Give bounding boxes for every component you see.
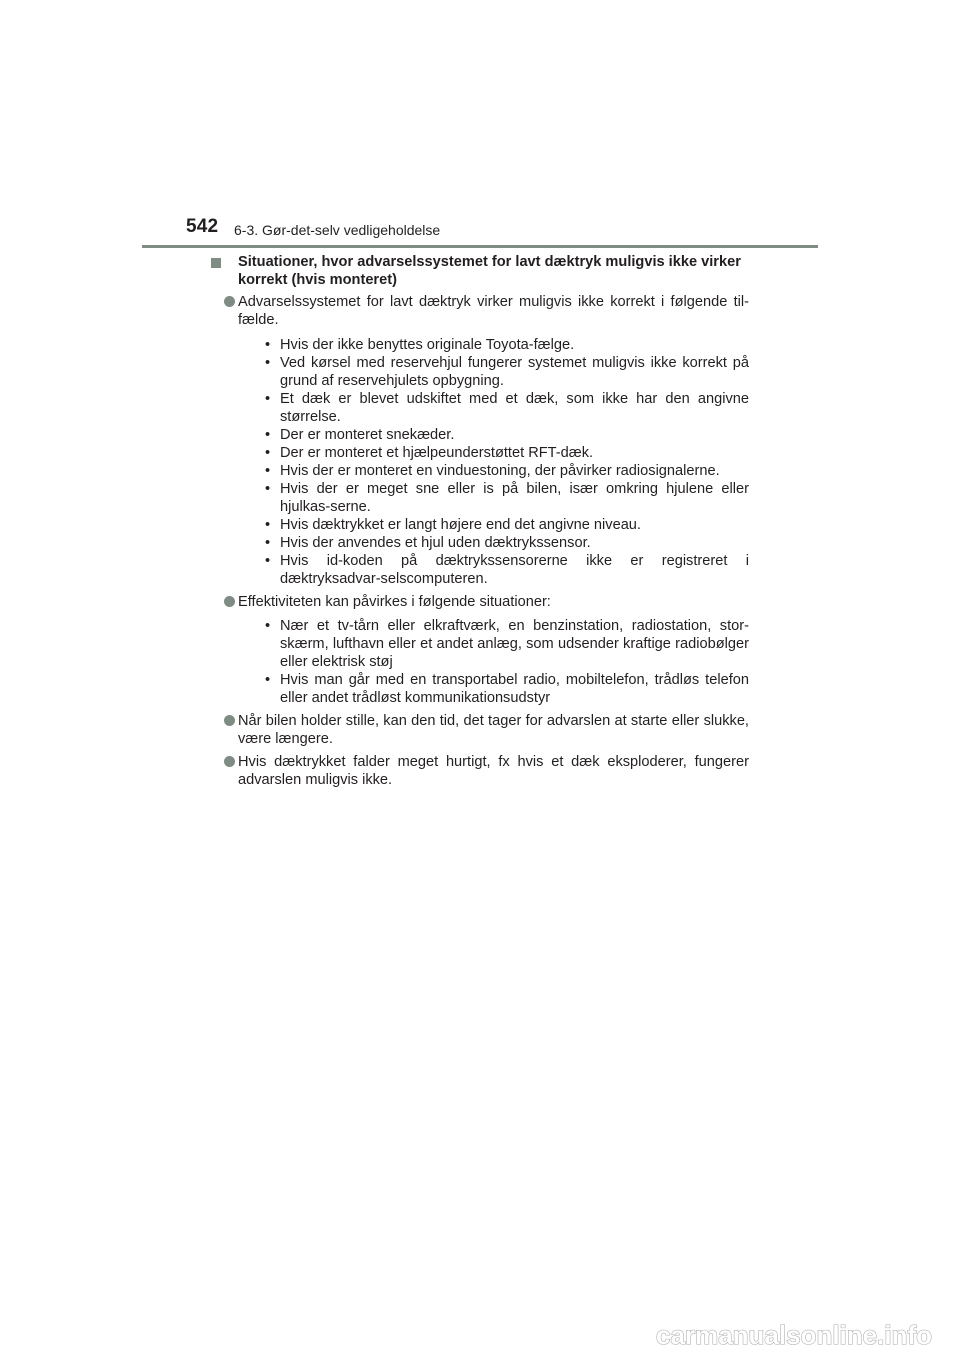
condition-list [238, 617, 749, 707]
list-item: • Ved kørsel med reservehjul fungerer systemet muligvis ikke korrekt på grund af reservehjulets opbygning. [265, 355, 749, 389]
square-marker-icon [211, 258, 221, 268]
list-item: • Der er monteret snekæder. [265, 427, 455, 443]
list-item: • Et dæk er blevet udskiftet med et dæk, som ikke har den angivne størrelse. [265, 391, 749, 425]
condition-list [238, 336, 749, 588]
subsection-heading [211, 253, 749, 289]
note-point-text: Effektiviteten kan påvirkes i følgende situationer: [238, 594, 551, 610]
circle-bullet-icon [224, 715, 235, 726]
list-item: • Der er monteret et hjælpeunderstøttet RFT-dæk. [265, 445, 594, 461]
list-item: • Nær et tv-tårn eller elkraftværk, en benzinstation, radiostation, stor-skærm, lufthavn eller et andet anlæg, som udsender kraftige radiobølger eller elektrisk støj [265, 618, 749, 670]
note-point-text: Hvis dæktrykket falder meget hurtigt, fx hvis et dæk eksploderer, fungerer advarslen muligvis ikke. [238, 754, 749, 788]
note-point [211, 593, 749, 707]
note-point-text: Når bilen holder stille, kan den tid, det tager for advarslen at starte eller slukke, være længere. [238, 713, 749, 747]
list-item: • Hvis der er monteret en vinduestoning, der påvirker radiosignalerne. [265, 463, 720, 479]
note-point [211, 712, 749, 748]
note-point [211, 753, 749, 789]
list-item: • Hvis man går med en transportabel radio, mobiltelefon, trådløs telefon eller andet trådløst kommunikationsudstyr [265, 672, 749, 706]
svg-text:carmanualsonline.info: carmanualsonline.info [656, 1320, 932, 1350]
header-divider [142, 245, 818, 248]
page-content [211, 253, 749, 794]
heading-text: Situationer, hvor advarselssystemet for lavt dæktryk muligvis ikke virker korrekt (hvis monteret) [238, 254, 741, 288]
section-title: 6-3. Gør-det-selv vedligeholdelse [234, 222, 441, 238]
page-number: 542 [186, 216, 219, 237]
list-item: • Hvis der ikke benyttes originale Toyota-fælge. [265, 337, 575, 353]
list-item: • Hvis der anvendes et hjul uden dæktrykssensor. [265, 535, 591, 551]
circle-bullet-icon [224, 756, 235, 767]
list-item: • Hvis der er meget sne eller is på bilen, især omkring hjulene eller hjulkas-serne. [265, 481, 749, 515]
list-item: • Hvis dæktrykket er langt højere end det angivne niveau. [265, 517, 641, 533]
list-item: • Hvis id-koden på dæktrykssensorerne ikke er registreret i dæktryksadvar-selscomputeren. [265, 553, 749, 587]
note-point-text: Advarselssystemet for lavt dæktryk virker muligvis ikke korrekt i følgende til-fælde. [238, 294, 749, 328]
circle-bullet-icon [224, 296, 235, 307]
note-point [211, 293, 749, 588]
circle-bullet-icon [224, 596, 235, 607]
